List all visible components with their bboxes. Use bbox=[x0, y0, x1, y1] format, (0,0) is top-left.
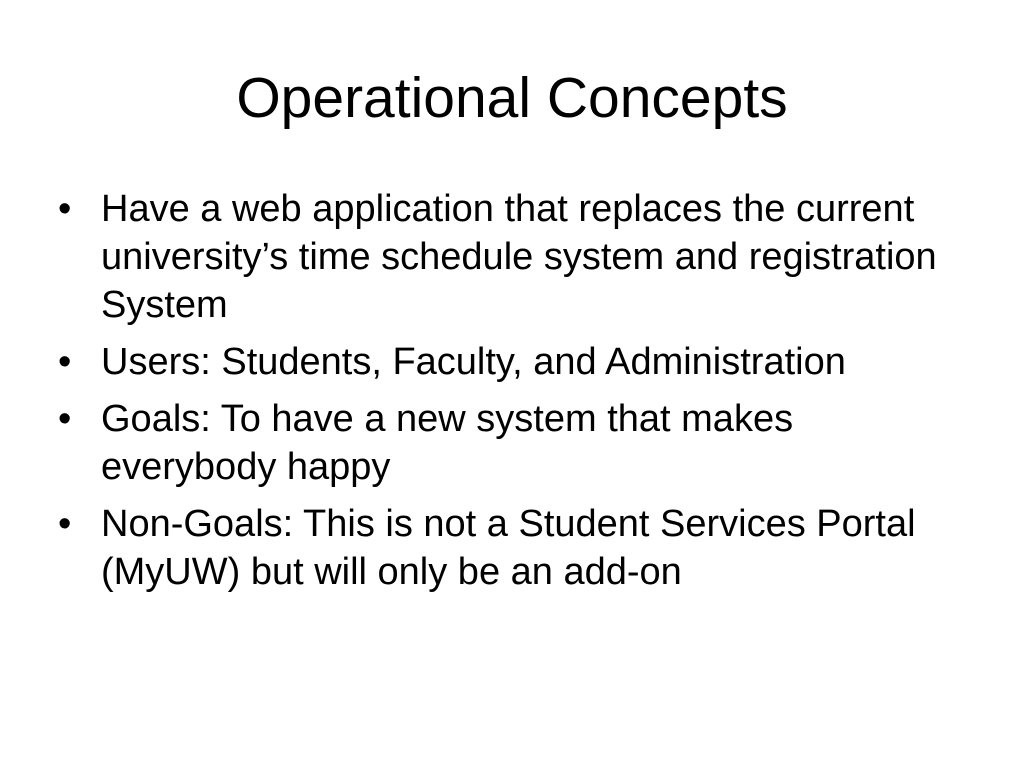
bullet-text: Non-Goals: This is not a Student Services Portal (MyUW) but will only be an add-on bbox=[101, 503, 916, 593]
bullet-item bbox=[58, 338, 978, 386]
bullet-item bbox=[58, 395, 978, 491]
bullet-item bbox=[58, 500, 978, 596]
slide-title: Operational Concepts bbox=[236, 66, 788, 130]
bullet-item bbox=[58, 185, 978, 329]
bullet-icon: • bbox=[58, 398, 72, 440]
bullet-text: Goals: To have a new system that makes everybody happy bbox=[101, 398, 794, 488]
bullet-icon: • bbox=[58, 503, 72, 545]
bullet-text: Users: Students, Faculty, and Administration bbox=[101, 341, 846, 383]
bullet-text: Have a web application that replaces the current university’s time schedule system and registration System bbox=[101, 188, 937, 326]
bullet-icon: • bbox=[58, 341, 72, 383]
bullet-list bbox=[58, 185, 978, 605]
bullet-icon: • bbox=[58, 188, 72, 230]
